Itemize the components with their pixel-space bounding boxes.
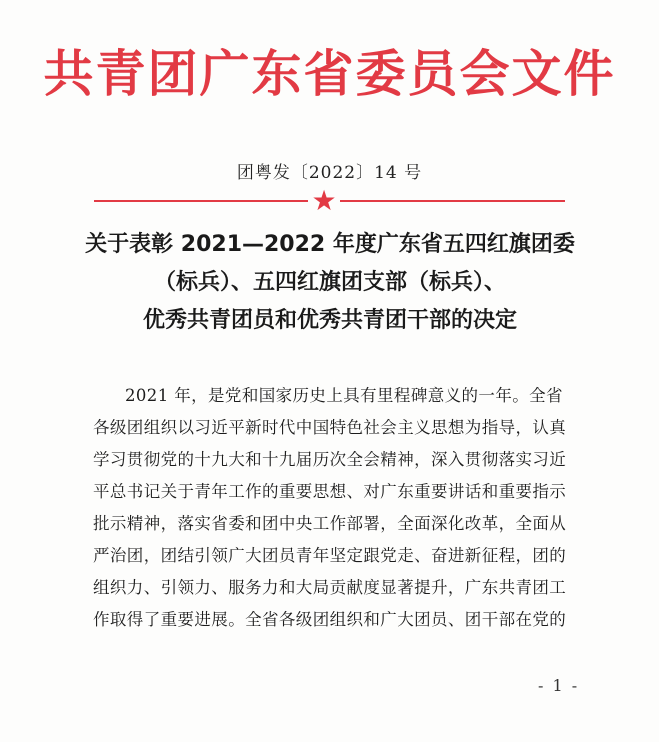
page-number: - 1 - [538,676,580,695]
document-number: 团粤发〔2022〕14 号 [236,163,423,183]
document-title [60,226,600,340]
body-line: 学习贯彻党的十九大和十九届历次全会精神，深入贯彻落实习近 [93,450,567,469]
body-line: 作取得了重要进展。全省各级团组织和广大团员、团干部在党的 [93,610,567,629]
red-divider-left [94,200,308,202]
body-line: 组织力、引领力、服务力和大局贡献度显著提升，广东共青团工 [93,578,567,597]
document-body [93,380,583,636]
star-icon: ★ [311,184,337,217]
red-divider-right [340,200,565,202]
document-header-title: 共青团广东省委员会文件 [43,45,616,103]
body-line: 严治团，团结引领广大团员青年坚定跟党走、奋进新征程，团的 [93,546,567,565]
body-line: 批示精神，落实省委和团中央工作部署，全面深化改革，全面从 [93,514,567,533]
body-line: 平总书记关于青年工作的重要思想、对广东重要讲话和重要指示 [93,482,567,501]
title-line: 关于表彰 2021—2022 年度广东省五四红旗团委 [85,232,575,257]
title-line: （标兵）、五四红旗团支部（标兵）、 [153,270,506,295]
body-line: 2021 年，是党和国家历史上具有里程碑意义的一年。全省 [125,386,563,405]
body-line: 各级团组织以习近平新时代中国特色社会主义思想为指导，认真 [93,418,567,437]
title-line: 优秀共青团员和优秀共青团干部的决定 [142,308,517,333]
